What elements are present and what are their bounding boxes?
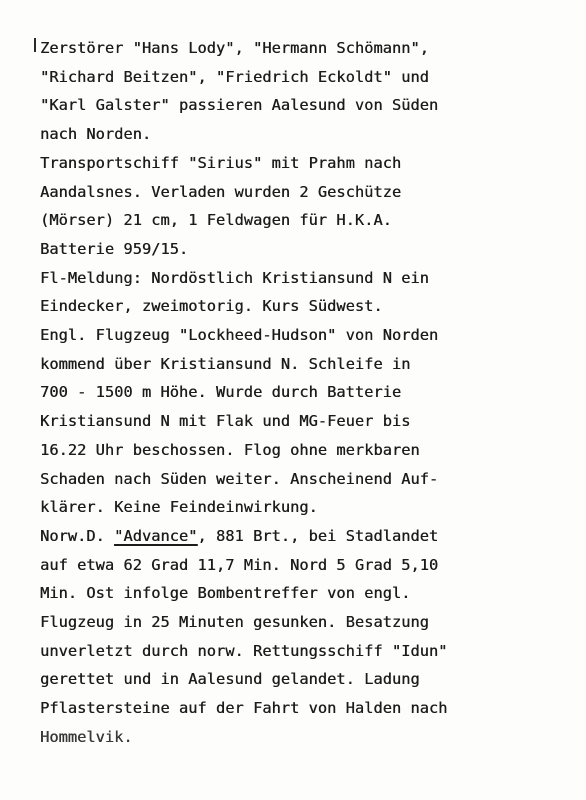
ship-name-underlined: "Advance"	[114, 526, 198, 545]
text-line: Eindecker, zweimotorig. Kurs Südwest.	[40, 297, 383, 316]
text-line: Kristiansund N mit Flak und MG-Feuer bis	[40, 412, 411, 431]
margin-tick-mark	[34, 38, 36, 52]
text-line: (Mörser) 21 cm, 1 Feldwagen für H.K.A.	[40, 211, 392, 230]
text-line: Schaden nach Süden weiter. Anscheinend Auf-	[40, 469, 439, 488]
text-line: "Richard Beitzen", "Friedrich Eckoldt" und	[40, 67, 429, 86]
text-line: nach Norden.	[40, 125, 152, 144]
text-line: gerettet und in Aalesund gelandet. Ladung	[40, 670, 420, 689]
text-line: 16.22 Uhr beschossen. Flog ohne merkbaren	[40, 440, 420, 459]
text-line: auf etwa 62 Grad 11,7 Min. Nord 5 Grad 5,10	[40, 555, 439, 574]
text-line: Batterie 959/15.	[40, 239, 189, 258]
text-line: klärer. Keine Feindeinwirkung.	[40, 498, 318, 517]
text-line-with-ship-name	[40, 522, 580, 551]
text-line: Engl. Flugzeug "Lockheed-Hudson" von Norden	[40, 326, 439, 345]
text-line: Aandalsnes. Verladen wurden 2 Geschütze	[40, 182, 402, 201]
text-line: unverletzt durch norw. Rettungsschiff "Idun"	[40, 641, 448, 660]
text-line: Pflastersteine auf der Fahrt von Halden nach	[40, 699, 448, 718]
text-segment: , 881 Brt., bei Stadlandet	[197, 526, 439, 545]
text-line: Hommelvik.	[40, 727, 133, 746]
text-line: Fl-Meldung: Nordöstlich Kristiansund N ein	[40, 268, 429, 287]
text-line: Zerstörer "Hans Lody", "Hermann Schömann",	[40, 39, 429, 57]
text-segment: Norw.D.	[40, 526, 115, 545]
text-line: 700 - 1500 m Höhe. Wurde durch Batterie	[40, 383, 402, 402]
typewritten-text-block	[40, 34, 580, 752]
text-line: Flugzeug in 25 Minuten gesunken. Besatzung	[40, 613, 429, 632]
text-line: kommend über Kristiansund N. Schleife in	[40, 354, 411, 373]
text-line: Min. Ost infolge Bombentreffer von engl.	[40, 584, 411, 603]
text-line: Transportschiff "Sirius" mit Prahm nach	[40, 153, 402, 172]
text-line: "Karl Galster" passieren Aalesund von Süden	[40, 96, 439, 115]
